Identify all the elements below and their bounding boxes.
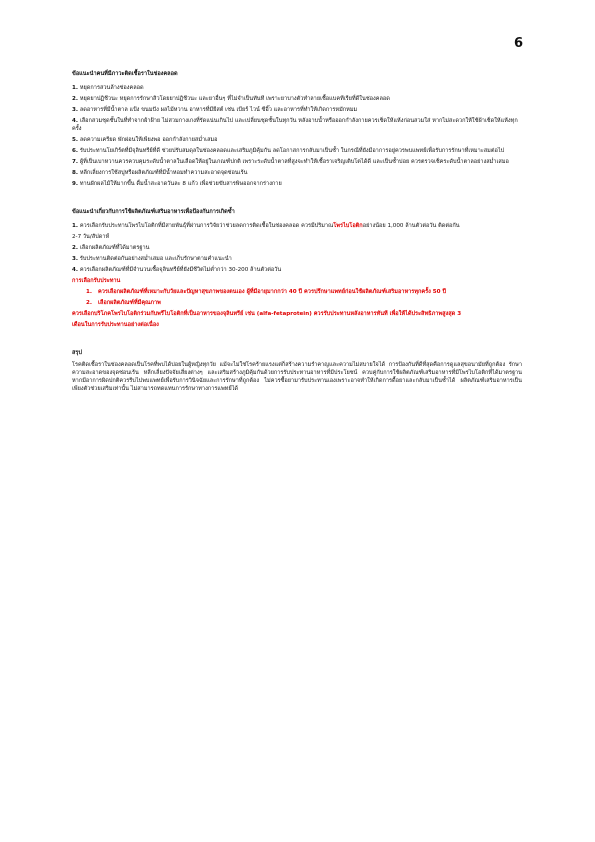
red-list-item	[86, 299, 522, 307]
item-text: ลดความเครียด พักผ่อนให้เพียงพอ ออกกำลังกายสม่ำเสมอ	[79, 137, 218, 143]
item-text: เลือกผลิตภัณฑ์ที่ได้มาตรฐาน	[79, 245, 150, 251]
item-text: เลือกผลิตภัณฑ์ที่มีคุณภาพ	[98, 300, 161, 306]
page-content	[72, 70, 522, 393]
item-text: 2-7 วัน/สัปดาห์	[72, 234, 110, 240]
red-sublist	[72, 288, 522, 307]
list-item	[72, 158, 522, 166]
item-number: 3.	[72, 107, 79, 113]
list-item	[72, 106, 522, 114]
item-number: 1.	[72, 85, 79, 91]
list-item	[72, 117, 522, 133]
item-text: ควรเลือกผลิตภัณฑ์ที่เหมาะกับวัยและปัญหาสุขภาพของตนเอง ผู้ที่มีอายุมากกว่า 40 ปี ควรปรึกษาแพทย์ก่อนใช้ผลิตภัณฑ์เสริมอาหารทุกครั้ง 50 ปี	[98, 289, 447, 295]
item-text: รับประทานโยเกิร์ตที่มีจุลินทรีย์ที่ดี ช่วยปรับสมดุลในช่องคลอดและเสริมภูมิคุ้มกัน ลดโอกาสการกลับมาเป็นซ้ำ ในกรณีที่ยังมีอาการอยู่ควรพบแพทย์เพื่อรับการรักษาที่เหมาะสมต่อไป	[79, 148, 505, 154]
item-number: 4.	[72, 118, 79, 124]
list-item	[72, 180, 522, 188]
section2-list	[72, 222, 522, 274]
item-number: 6.	[72, 148, 79, 154]
summary-paragraph: โรคติดเชื้อราในช่องคลอดเป็นโรคที่พบได้บ่อยในผู้หญิงทุกวัย แม้จะไม่ใช่โรคร้ายแรงแต่ก็สร้างความรำคาญและความไม่สบายใจได้ การป้องกันที่ดีที่สุดคือการดูแลสุขอนามัยที่ถูกต้อง รักษาความสะอาดของจุดซ่อนเร้น หลีกเลี่ยงปัจจัยเสี่ยงต่างๆ และเสริมสร้างภูมิคุ้มกันด้วยการรับประทานอาหารที่มีประโยชน์ ควบคู่กับการใช้ผลิตภัณฑ์เสริมอาหารที่มีโพรไบโอติกที่ได้มาตรฐาน หากมีอาการผิดปกติควรรีบไปพบแพทย์เพื่อรับการวินิจฉัยและการรักษาที่ถูกต้อง ไม่ควรซื้อยามารับประทานเองเพราะอาจทำให้เกิดการดื้อยาและกลับมาเป็นซ้ำได้ ผลิตภัณฑ์เสริมอาหารเป็นเพียงตัวช่วยเสริมเท่านั้น ไม่สามารถทดแทนการรักษาทางการแพทย์ได้	[72, 362, 522, 392]
item-text: เลือกสวมชุดชั้นในที่ทำจากผ้าฝ้าย ไม่สวมกางเกงที่รัดแน่นเกินไป และเปลี่ยนชุดชั้นในทุกวัน หลังอาบน้ำหรือออกกำลังกายควรเช็ดให้แห้งก่อนสวมใส่ หากไม่สะดวกให้ใช้ผ้าเช็ดให้แห้งทุกครั้ง	[72, 118, 518, 132]
list-item	[72, 84, 522, 92]
item-text: ผู้ที่เป็นเบาหวานควรควบคุมระดับน้ำตาลในเลือดให้อยู่ในเกณฑ์ปกติ เพราะระดับน้ำตาลที่สูงจะทำให้เชื้อราเจริญเติบโตได้ดี และเป็นซ้ำบ่อย ควรตรวจเช็คระดับน้ำตาลอย่างสม่ำเสมอ	[79, 159, 509, 165]
list-item	[72, 255, 522, 263]
item-number: 2.	[86, 300, 93, 306]
item-text: หลีกเลี่ยงการใช้สบู่หรือผลิตภัณฑ์ที่มีน้ำหอมทำความสะอาดจุดซ่อนเร้น	[79, 170, 248, 176]
list-item	[72, 95, 522, 103]
item-number: 9.	[72, 181, 79, 187]
item-text: หยุดการสวนล้างช่องคลอด	[79, 85, 144, 91]
red-list-item	[86, 288, 522, 296]
section2-heading: ข้อแนะนำเกี่ยวกับการใช้ผลิตภัณฑ์เสริมอาหารเพื่อป้องกันการเกิดซ้ำ	[72, 209, 235, 215]
item-number: 7.	[72, 159, 79, 165]
item-text: รับประทานติดต่อกันอย่างสม่ำเสมอ และเก็บรักษาตามคำแนะนำ	[79, 256, 232, 262]
item-text: ควรเลือกรับประทานโพรไบโอติกที่มีสายพันธุ์ที่ผ่านการวิจัยว่าช่วยลดการติดเชื้อในช่องคลอด ควรมีปริมาณ	[79, 223, 334, 229]
page-number: 6	[513, 36, 523, 51]
list-item	[72, 266, 522, 274]
item-number: 3.	[72, 256, 79, 262]
section1-list	[72, 84, 522, 188]
item-number: 5.	[72, 137, 79, 143]
item-text: ลดอาหารที่มีน้ำตาล แป้ง ขนมปัง ผลไม้หวาน อาหารที่มียีสต์ เช่น เบียร์ ไวน์ ซีอิ๊ว และอาหารที่ทำให้เกิดการหมักหมม	[79, 107, 358, 113]
item-number: 2.	[72, 96, 79, 102]
red-subtitle: การเลือกรับประทาน	[72, 278, 121, 284]
list-item	[72, 147, 522, 155]
item-number: 1.	[86, 289, 93, 295]
highlight-text: โพรไบโอติก	[333, 223, 363, 229]
list-item	[72, 233, 522, 241]
item-text: ทานผักผลไม้ให้มากขึ้น ดื่มน้ำสะอาดวันละ 8 แก้ว เพื่อช่วยขับสารพิษออกจากร่างกาย	[79, 181, 282, 187]
list-item	[72, 244, 522, 252]
red-note-2: เดือนในการรับประทานอย่างต่อเนื่อง	[72, 322, 159, 328]
item-text: หยุดยาปฏิชีวนะ หยุดการรักษาสิวโดยยาปฏิชีวนะ และยาอื่นๆ ที่ไม่จำเป็นทันที เพราะยาบางตัวทำลายเชื้อแบคทีเรียที่ดีในช่องคลอด	[79, 96, 390, 102]
section1-heading: ข้อแนะนำคนที่มีภาวะติดเชื้อราในช่องคลอด	[72, 71, 178, 77]
list-item	[72, 169, 522, 177]
item-number: 1.	[72, 223, 79, 229]
item-text: ควรเลือกผลิตภัณฑ์ที่มีจำนวนเชื้อจุลินทรีย์ที่ยังมีชีวิตไม่ต่ำกว่า 30-200 ล้านตัวต่อวัน	[79, 267, 282, 273]
summary-heading: สรุป	[72, 350, 82, 356]
red-note-1: ควรเลือกบริโภคโพรไบโอติกร่วมกับพรีไบโอติกที่เป็นอาหารของจุลินทรีย์ เช่น (alfa-fetaprotein) ควรรับประทานหลังอาหารทันที เพื่อให้ได้ประสิทธิภาพสูงสุด 3	[72, 311, 462, 317]
list-item	[72, 136, 522, 144]
item-number: 8.	[72, 170, 79, 176]
item-number: 2.	[72, 245, 79, 251]
list-item	[72, 222, 522, 230]
item-text-after: อย่างน้อย 1,000 ล้านตัวต่อวัน ติดต่อกัน	[362, 223, 460, 229]
item-number: 4.	[72, 267, 79, 273]
